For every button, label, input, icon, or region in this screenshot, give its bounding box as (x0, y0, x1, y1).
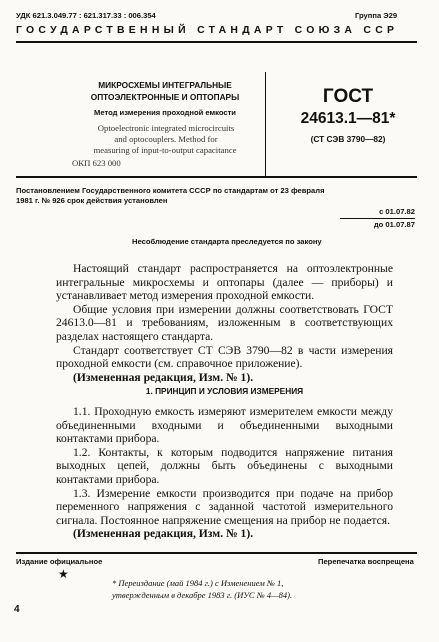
validity-to: до 01.07.87 (373, 220, 415, 229)
gost-label: ГОСТ (322, 86, 374, 107)
amendment-note-2: (Измененная редакция, Изм. № 1). (73, 527, 254, 541)
footer-rule (16, 552, 417, 554)
intro-paragraph-2: Общие условия при измерении должны соответствовать ГОСТ 24613.0—81 и требованиям, изложенным в соответствующих разделах настоящего стандарта. (56, 302, 393, 343)
reissue-note-line1: * Переиздание (май 1984 г.) с Изменением № 1, (112, 578, 284, 588)
section-1-body (56, 405, 393, 541)
state-standard-banner: ГОСУДАРСТВЕННЫЙ СТАНДАРТ СОЮЗА ССР (16, 25, 399, 36)
udk-code: УДК 621.3.049.77 : 621.317.33 : 006.354 (16, 11, 156, 20)
title-en-line3: measuring of input-to-output capacitance (93, 145, 237, 155)
gost-number: 24613.1—81* (300, 110, 396, 127)
validity-rule (340, 218, 415, 219)
clause-1-2: 1.2. Контакты, к которым подводится напряжение питания выходных цепей, должны быть объединены с выходными контактами прибора. (56, 445, 393, 486)
decree-line2: 1981 г. № 926 срок действия установлен (16, 196, 168, 205)
page-number: 4 (14, 604, 20, 615)
validity-from: с 01.07.82 (379, 207, 415, 216)
reprint-prohibited: Перепечатка воспрещена (318, 557, 414, 566)
group-code: Группа Э29 (355, 11, 398, 20)
title-en-line1: Optoelectronic integrated microcircuits (97, 123, 235, 133)
penalty-notice: Несоблюдение стандарта преследуется по закону (132, 237, 322, 246)
st-sev-ref: (СТ СЭВ 3790—82) (310, 134, 386, 144)
intro-paragraph-3: Стандарт соответствует СТ СЭВ 3790—82 в части измерения проходной емкости (см. справочное приложение). (56, 343, 393, 371)
title-en-line2: and optocouplers. Method for (114, 134, 218, 144)
amendment-note-1: (Измененная редакция, Изм. № 1). (73, 370, 254, 384)
title-ru-line2: ОПТОЭЛЕКТРОННЫЕ И ОПТОПАРЫ (90, 92, 240, 102)
okp-code: ОКП 623 000 (72, 158, 121, 168)
clause-1-1: 1.1. Проходную емкость измеряют измерителем емкости между объединенными входными и объединенными выходными контактами прибора. (56, 405, 393, 446)
title-divider-vertical (265, 72, 266, 176)
decree-line1: Постановлением Государственного комитета СССР по стандартам от 23 февраля (16, 186, 325, 195)
clause-1-3: 1.3. Измерение емкости производится при подаче на прибор переменного напряжения с заданной частотой измерительного сигнала. Постоянное напряжение смещения на прибор не подается. (56, 486, 393, 527)
subtitle-ru: Метод измерения проходной емкости (94, 108, 236, 117)
header-rule (16, 41, 417, 43)
official-edition: Издание официальное (16, 557, 103, 566)
intro-section (56, 262, 393, 384)
title-bottom-rule (16, 176, 417, 178)
intro-paragraph-1: Настоящий стандарт распространяется на оптоэлектронные интегральные микросхемы и оптопары (далее — приборы) и устанавливает метод измерения проходной емкости. (56, 262, 393, 303)
star-icon: ★ (58, 567, 69, 581)
reissue-note-line2: утвержденным в декабре 1983 г. (ИУС № 4—84). (112, 590, 293, 600)
title-ru-line1: МИКРОСХЕМЫ ИНТЕГРАЛЬНЫЕ (98, 80, 232, 90)
section-1-heading: 1. ПРИНЦИП И УСЛОВИЯ ИЗМЕРЕНИЯ (145, 386, 304, 396)
